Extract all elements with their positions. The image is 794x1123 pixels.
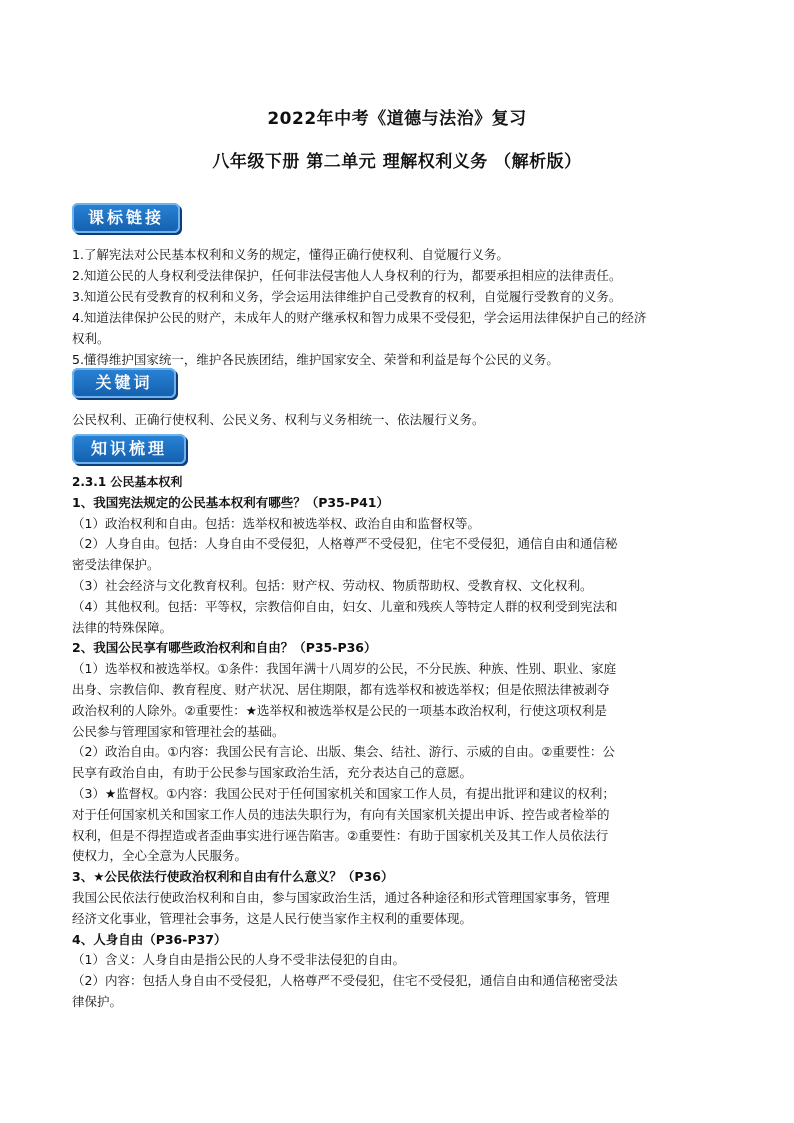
answer-line: （2）政治自由。①内容：我国公民有言论、出版、集会、结社、游行、示威的自由。②重要性：公 xyxy=(72,744,615,760)
document-title: 2022年中考《道德与法治》复习 xyxy=(267,109,527,129)
curriculum-item: 1.了解宪法对公民基本权利和义务的规定，懂得正确行使权利、自觉履行义务。 xyxy=(72,247,509,262)
answer-line: （1）政治权利和自由。包括：选举权和被选举权、政治自由和监督权等。 xyxy=(72,515,480,531)
answer-line: （3）社会经济与文化教育权利。包括：财产权、劳动权、物质帮助权、受教育权、文化权利。 xyxy=(72,577,593,593)
curriculum-item: 3.知道公民有受教育的权利和义务，学会运用法律维护自己受教育的权利，自觉履行受教育的义务。 xyxy=(72,289,622,304)
document-subtitle: 八年级下册 第二单元 理解权利义务 （解析版） xyxy=(212,152,582,172)
curriculum-item: 权利。 xyxy=(72,331,110,346)
question-heading: 4、人身自由（P36-P37） xyxy=(72,931,227,947)
curriculum-item: 5.懂得维护国家统一，维护各民族团结，维护国家安全、荣誉和利益是每个公民的义务。 xyxy=(72,352,559,367)
answer-line: （2）人身自由。包括：人身自由不受侵犯，人格尊严不受侵犯，住宅不受侵犯，通信自由和通信秘 xyxy=(72,536,618,552)
answer-line: 公民参与管理国家和管理社会的基础。 xyxy=(72,723,285,739)
answer-line: （2）内容：包括人身自由不受侵犯，人格尊严不受侵犯，住宅不受侵犯，通信自由和通信秘密受法 xyxy=(72,973,618,989)
knowledge-subheading: 2.3.1 公民基本权利 xyxy=(72,475,183,489)
answer-line: （3）★监督权。①内容：我国公民对于任何国家机关和国家工作人员，有提出批评和建议的权利； xyxy=(72,785,615,801)
knowledge-badge: 知识梳理 xyxy=(72,434,186,464)
answer-line: 政治权利的人除外。②重要性：★选举权和被选举权是公民的一项基本政治权利，行使这项权利是 xyxy=(72,702,607,718)
curriculum-item: 2.知道公民的人身权利受法律保护，任何非法侵害他人人身权利的行为，都要承担相应的法律责任。 xyxy=(72,268,622,283)
curriculum-item: 4.知道法律保护公民的财产，未成年人的财产继承权和智力成果不受侵犯，学会运用法律保护自己的经济 xyxy=(72,310,647,325)
answer-line: 对于任何国家机关和国家工作人员的违法失职行为，有向有关国家机关提出申诉、控告或者检举的 xyxy=(72,806,610,822)
knowledge-block xyxy=(72,472,732,1013)
answer-line: 法律的特殊保障。 xyxy=(72,619,173,635)
answer-line: （4）其他权利。包括：平等权，宗教信仰自由，妇女、儿童和残疾人等特定人群的权利受到宪法和 xyxy=(72,598,618,614)
keywords-text: 公民权利、正确行使权利、公民义务、权利与义务相统一、依法履行义务。 xyxy=(72,412,485,427)
curriculum-badge: 课标链接 xyxy=(72,203,180,233)
answer-line: 密受法律保护。 xyxy=(72,557,160,573)
keywords-badge: 关键词 xyxy=(72,368,176,398)
answer-line: （1）含义：人身自由是指公民的人身不受非法侵犯的自由。 xyxy=(72,952,405,968)
question-heading: 1、我国宪法规定的公民基本权利有哪些？（P35-P41） xyxy=(72,494,389,510)
curriculum-list xyxy=(72,244,732,370)
answer-line: 我国公民依法行使政治权利和自由，参与国家政治生活，通过各种途径和形式管理国家事务，管理 xyxy=(72,889,610,905)
answer-line: 权利，但是不得捏造或者歪曲事实进行诬告陷害。②重要性：有助于国家机关及其工作人员依法行 xyxy=(72,827,609,843)
answer-line: 律保护。 xyxy=(72,993,123,1009)
answer-line: 经济文化事业，管理社会事务，这是人民行使当家作主权利的重要体现。 xyxy=(72,910,473,926)
answer-line: 出身、宗教信仰、教育程度、财产状况、居住期限，都有选举权和被选举权；但是依照法律被剥夺 xyxy=(72,681,610,697)
answer-line: （1）选举权和被选举权。①条件：我国年满十八周岁的公民，不分民族、种族、性别、职业、家庭 xyxy=(72,661,617,677)
question-heading: 3、★公民依法行使政治权利和自由有什么意义？（P36） xyxy=(72,869,394,885)
answer-line: 使权力，全心全意为人民服务。 xyxy=(72,848,248,864)
question-heading: 2、我国公民享有哪些政治权利和自由？（P35-P36） xyxy=(72,640,377,656)
keywords-block xyxy=(72,409,732,430)
answer-line: 民享有政治自由，有助于公民参与国家政治生活，充分表达自己的意愿。 xyxy=(72,765,473,781)
